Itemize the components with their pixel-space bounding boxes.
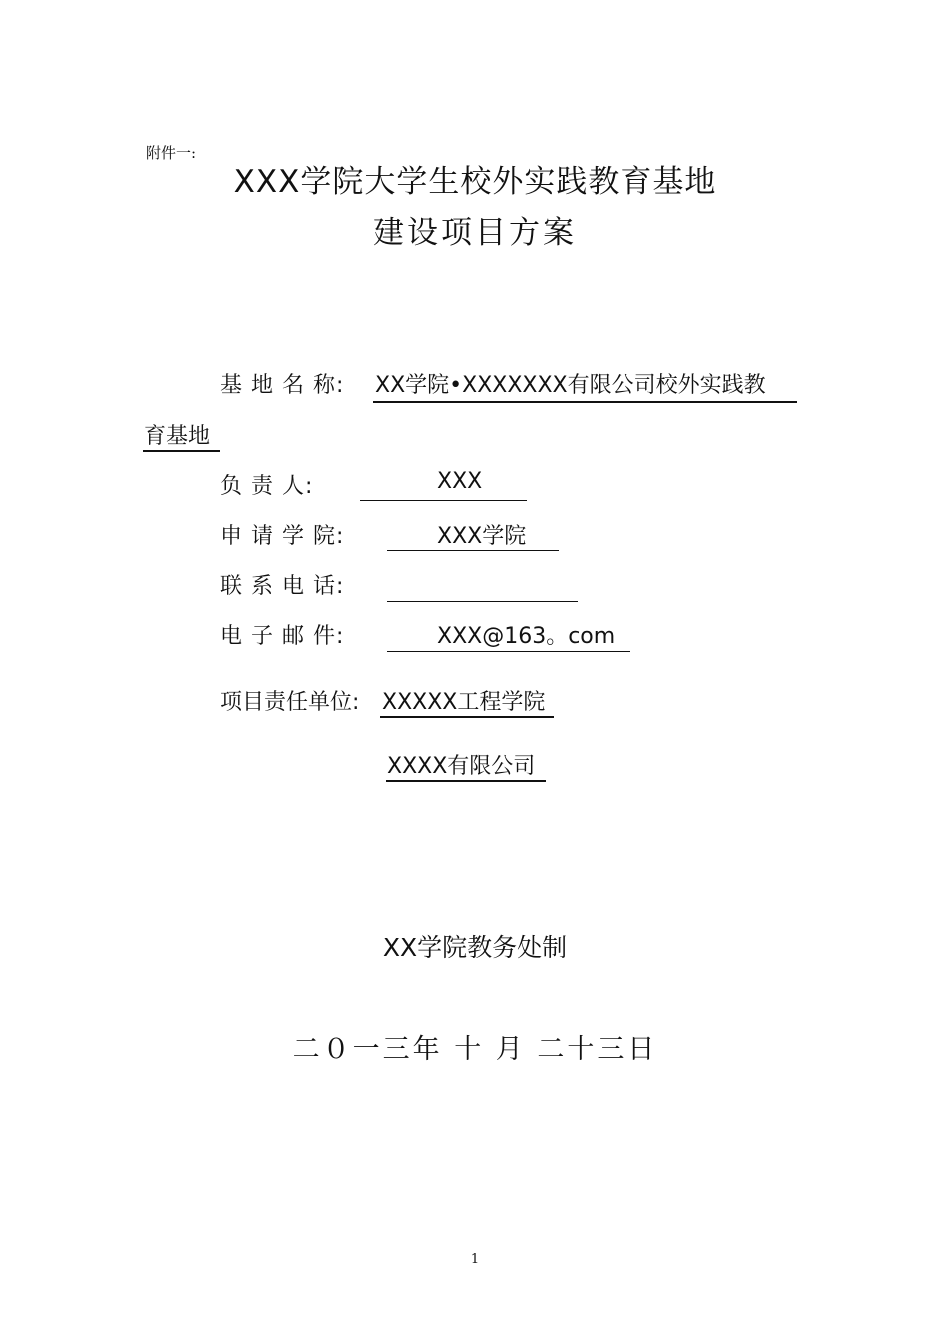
base-name-value-line2: 育基地	[144, 424, 211, 449]
college-underline	[387, 550, 559, 551]
unit-underline1	[380, 716, 554, 718]
document-title-line2: 建设项目方案	[373, 215, 577, 251]
base-name-value-line1: XX学院•XXXXXXX有限公司校外实践教	[375, 373, 766, 398]
unit-underline2	[386, 780, 546, 782]
base-name-underline2	[143, 450, 220, 452]
issuing-organization: XX学院教务处制	[382, 933, 568, 962]
email-underline	[387, 651, 630, 652]
phone-underline	[387, 601, 578, 602]
responsible-value: XXX	[437, 469, 483, 494]
base-name-label: 基 地 名 称:	[220, 373, 345, 398]
attachment-label: 附件一:	[146, 144, 197, 162]
responsible-label: 负 责 人:	[220, 474, 314, 499]
unit-label: 项目责任单位:	[220, 690, 360, 715]
responsible-underline	[360, 500, 527, 501]
document-title-line1: XXX学院大学生校外实践教育基地	[233, 164, 717, 200]
base-name-underline1	[373, 401, 797, 403]
phone-label: 联 系 电 话:	[220, 574, 345, 599]
email-value: XXX@163。com	[437, 624, 616, 649]
email-label: 电 子 邮 件:	[220, 624, 345, 649]
page-number: 1	[470, 1252, 480, 1267]
issue-date: 二０一三年 十 月 二十三日	[292, 1034, 658, 1065]
unit-value-line1: XXXXX工程学院	[382, 690, 546, 715]
unit-value-line2: XXXX有限公司	[387, 754, 536, 779]
college-value: XXX学院	[437, 524, 527, 549]
college-label: 申 请 学 院:	[220, 524, 345, 549]
